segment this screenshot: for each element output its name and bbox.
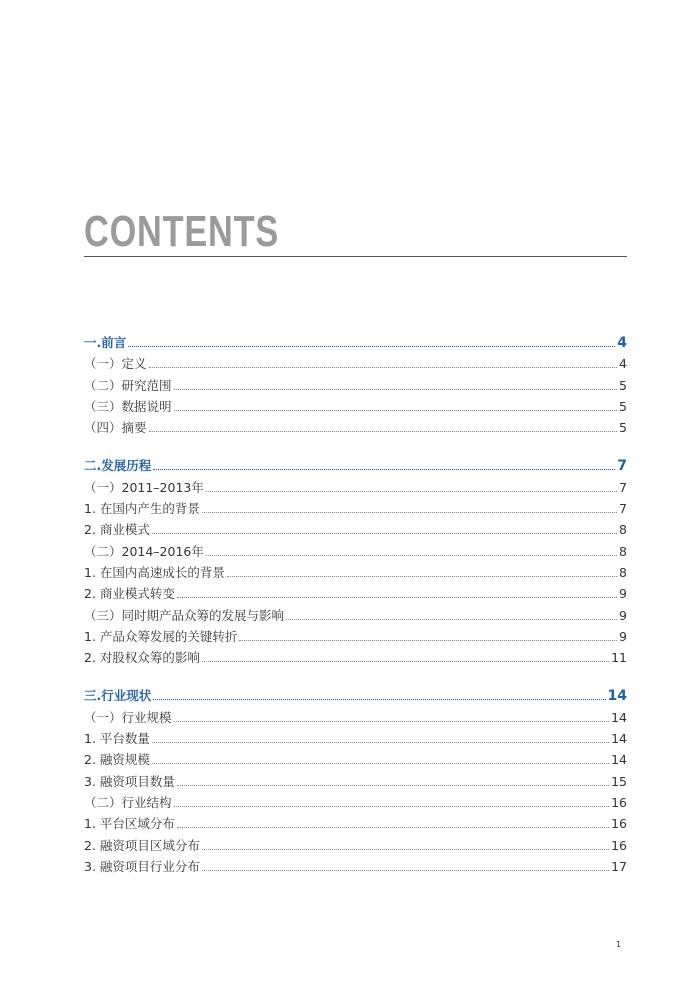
dot-leader — [153, 699, 605, 700]
dot-leader — [206, 555, 617, 556]
dot-leader — [202, 849, 609, 850]
toc-entry-label: （二）研究范围 — [84, 377, 172, 393]
toc-entry-page: 4 — [619, 356, 627, 372]
toc-entry-page: 8 — [619, 543, 627, 559]
toc-entry-label: 2. 融资项目区域分布 — [84, 837, 200, 853]
toc-entry[interactable] — [84, 584, 627, 605]
toc-entry-label: 3. 融资项目数量 — [84, 773, 175, 789]
dot-leader — [202, 512, 617, 513]
toc-entry-label: 2. 商业模式 — [84, 522, 150, 538]
toc-section-heading-label: 三.行业现状 — [84, 688, 152, 704]
dot-leader — [153, 469, 615, 470]
toc-entry-page: 8 — [619, 522, 627, 538]
toc-entry-label: （一）2011–2013年 — [84, 479, 204, 495]
toc-entry[interactable] — [84, 857, 627, 878]
toc-section-heading-label: 一.前言 — [84, 335, 127, 350]
toc-entry-label: （一）行业规模 — [84, 709, 172, 725]
toc-section-heading[interactable] — [84, 686, 627, 707]
dot-leader — [174, 410, 618, 411]
toc-section-heading-page: 4 — [617, 335, 627, 351]
toc-entry-label: （三）同时期产品众筹的发展与影响 — [84, 607, 285, 623]
toc-entry-label: 1. 产品众筹发展的关键转折 — [84, 628, 238, 644]
toc-entry-page: 17 — [611, 858, 627, 874]
toc-entry-label: （二）2014–2016年 — [84, 543, 204, 559]
toc-entry-label: （一）定义 — [84, 356, 147, 372]
toc-entry-page: 5 — [619, 420, 627, 436]
toc-section — [84, 456, 627, 669]
toc-entry[interactable] — [84, 606, 627, 627]
dot-leader — [149, 431, 618, 432]
toc-entry-page: 11 — [611, 650, 627, 666]
toc-section-heading[interactable] — [84, 456, 627, 477]
dot-leader — [206, 491, 617, 492]
toc-entry[interactable] — [84, 814, 627, 835]
toc-entry-page: 7 — [619, 501, 627, 517]
toc-section — [84, 333, 627, 439]
toc-entry[interactable] — [84, 520, 627, 541]
toc-section-heading-page: 14 — [607, 688, 627, 705]
dot-leader — [239, 640, 617, 641]
dot-leader — [128, 346, 615, 347]
heading-divider — [84, 256, 627, 257]
dot-leader — [152, 533, 617, 534]
toc-entry-page: 9 — [619, 586, 627, 602]
toc-entry-label: 3. 融资项目行业分布 — [84, 858, 200, 874]
toc-entry-page: 5 — [619, 398, 627, 414]
toc-entry[interactable] — [84, 418, 627, 439]
toc-entry-page: 7 — [619, 479, 627, 495]
dot-leader — [174, 721, 610, 722]
toc-section — [84, 686, 627, 878]
footer-page-number: 1 — [616, 940, 622, 949]
dot-leader — [177, 785, 609, 786]
table-of-contents — [84, 333, 627, 895]
toc-entry[interactable] — [84, 499, 627, 520]
toc-entry-label: （二）行业结构 — [84, 794, 172, 810]
toc-entry[interactable] — [84, 563, 627, 584]
dot-leader — [152, 742, 609, 743]
toc-entry[interactable] — [84, 836, 627, 857]
toc-entry[interactable] — [84, 750, 627, 771]
toc-entry-label: 1. 在国内高速成长的背景 — [84, 564, 225, 580]
toc-entry[interactable] — [84, 708, 627, 729]
toc-entry-label: 2. 融资规模 — [84, 752, 150, 768]
contents-heading: CONTENTS — [84, 207, 279, 256]
toc-entry-page: 16 — [611, 816, 627, 832]
dot-leader — [152, 763, 609, 764]
dot-leader — [174, 806, 610, 807]
dot-leader — [149, 367, 618, 368]
toc-section-heading-page: 7 — [617, 458, 627, 475]
toc-entry[interactable] — [84, 542, 627, 563]
toc-entry-label: 2. 对股权众筹的影响 — [84, 650, 200, 666]
toc-entry[interactable] — [84, 354, 627, 375]
toc-entry-page: 9 — [619, 607, 627, 623]
toc-entry[interactable] — [84, 397, 627, 418]
toc-entry-label: （三）数据说明 — [84, 398, 172, 414]
toc-entry-label: （四）摘要 — [84, 420, 147, 436]
toc-entry-label: 1. 在国内产生的背景 — [84, 501, 200, 517]
toc-entry-page: 9 — [619, 628, 627, 644]
toc-entry-label: 2. 商业模式转变 — [84, 586, 175, 602]
toc-entry[interactable] — [84, 627, 627, 648]
dot-leader — [202, 661, 609, 662]
dot-leader — [202, 870, 609, 871]
toc-entry-page: 16 — [611, 837, 627, 853]
toc-entry[interactable] — [84, 478, 627, 499]
toc-entry[interactable] — [84, 376, 627, 397]
toc-entry-page: 14 — [611, 709, 627, 725]
toc-entry[interactable] — [84, 793, 627, 814]
toc-entry-page: 14 — [611, 752, 627, 768]
toc-entry-label: 1. 平台数量 — [84, 731, 150, 747]
toc-entry[interactable] — [84, 729, 627, 750]
toc-entry-page: 5 — [619, 377, 627, 393]
toc-entry-label: 1. 平台区域分布 — [84, 816, 175, 832]
dot-leader — [177, 597, 617, 598]
toc-entry-page: 14 — [611, 731, 627, 747]
dot-leader — [177, 827, 609, 828]
toc-section-heading-label: 二.发展历程 — [84, 458, 152, 474]
dot-leader — [227, 576, 617, 577]
toc-entry-page: 8 — [619, 564, 627, 580]
dot-leader — [286, 619, 617, 620]
toc-entry[interactable] — [84, 648, 627, 669]
toc-entry-page: 15 — [611, 773, 627, 789]
toc-entry-page: 16 — [611, 794, 627, 810]
dot-leader — [174, 389, 618, 390]
toc-entry[interactable] — [84, 772, 627, 793]
toc-section-heading[interactable] — [84, 333, 627, 354]
